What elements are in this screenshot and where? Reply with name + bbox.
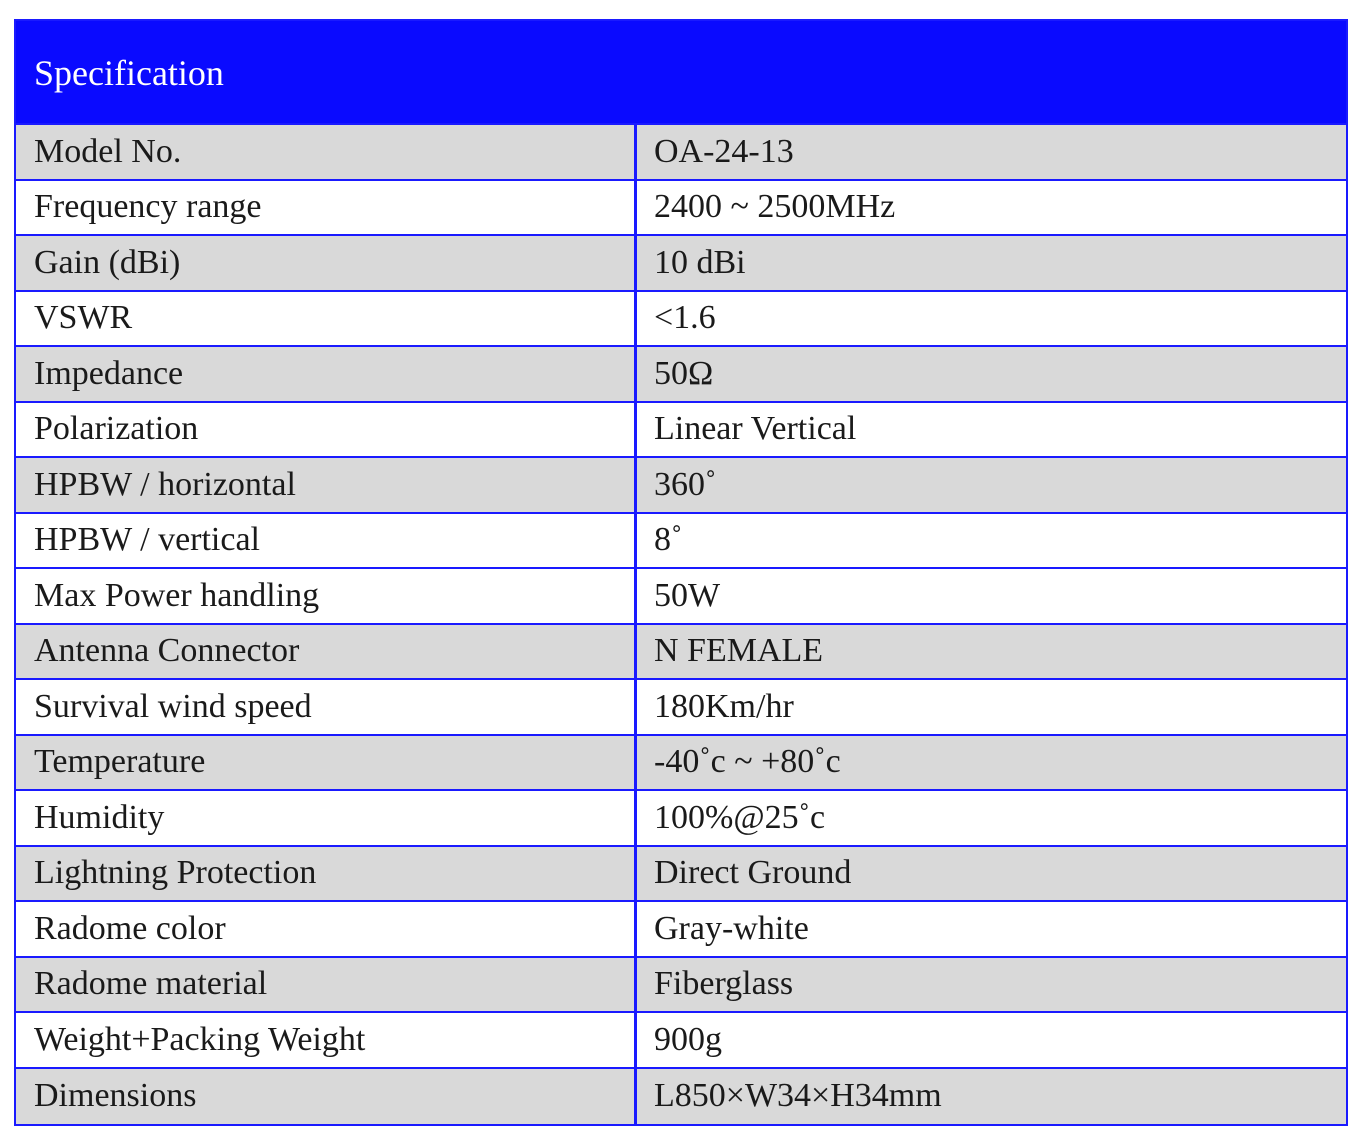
row-label: VSWR (16, 292, 637, 346)
table-row (16, 347, 1346, 403)
row-value: Linear Vertical (654, 410, 857, 448)
table-row (16, 292, 1346, 348)
row-value: N FEMALE (654, 632, 824, 670)
table-row (16, 569, 1346, 625)
row-value: 180Km/hr (654, 687, 794, 725)
row-value: Fiberglass (654, 965, 794, 1003)
table-row (16, 625, 1346, 681)
row-value: 2400 ~ 2500MHz (654, 188, 896, 226)
row-value: 50W (654, 576, 721, 614)
table-row (16, 181, 1346, 237)
row-value: 900g (654, 1020, 722, 1058)
table-row (16, 736, 1346, 792)
row-value: 10 dBi (654, 243, 746, 281)
row-value: 360˚ (654, 465, 717, 503)
row-label: Model No. (16, 125, 637, 179)
row-value: Direct Ground (654, 854, 852, 892)
table-row (16, 514, 1346, 570)
table-row (16, 1069, 1346, 1125)
table-row (16, 958, 1346, 1014)
row-value: L850×W34×H34mm (654, 1077, 942, 1115)
row-label: Lightning Protection (16, 847, 637, 901)
table-title: Specification (16, 21, 1346, 125)
row-label: Radome color (16, 902, 637, 956)
table-row (16, 403, 1346, 459)
row-label: Dimensions (16, 1069, 637, 1125)
row-label: Survival wind speed (16, 680, 637, 734)
table-row (16, 847, 1346, 903)
row-value: 50Ω (654, 354, 714, 392)
specification-table (14, 19, 1348, 1126)
row-value: -40˚c ~ +80˚c (654, 743, 841, 781)
row-value: OA-24-13 (654, 132, 794, 170)
row-label: HPBW / vertical (16, 514, 637, 568)
row-label: Humidity (16, 791, 637, 845)
row-label: Gain (dBi) (16, 236, 637, 290)
table-row (16, 236, 1346, 292)
row-label: Radome material (16, 958, 637, 1012)
row-label: Max Power handling (16, 569, 637, 623)
row-label: Antenna Connector (16, 625, 637, 679)
table-row (16, 458, 1346, 514)
row-value: 100%@25˚c (654, 798, 826, 836)
row-label: Polarization (16, 403, 637, 457)
row-label: Temperature (16, 736, 637, 790)
table-row (16, 680, 1346, 736)
table-row (16, 1013, 1346, 1069)
row-label: Frequency range (16, 181, 637, 235)
row-value: Gray-white (654, 909, 809, 947)
row-value: 8˚ (654, 521, 683, 559)
table-row (16, 902, 1346, 958)
row-label: Weight+Packing Weight (16, 1013, 637, 1067)
row-label: Impedance (16, 347, 637, 401)
row-label: HPBW / horizontal (16, 458, 637, 512)
row-value: <1.6 (654, 299, 716, 337)
table-row (16, 791, 1346, 847)
table-row (16, 125, 1346, 181)
